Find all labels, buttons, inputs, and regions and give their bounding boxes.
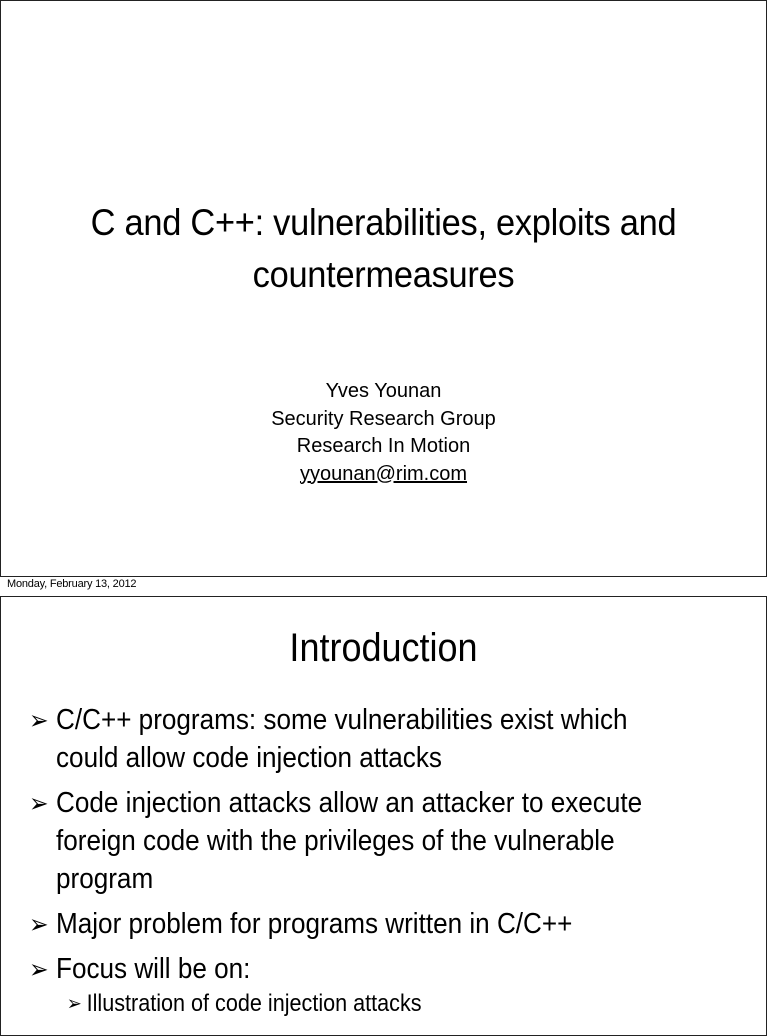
author-company: Research In Motion (296, 435, 471, 457)
arrow-bullet-icon: ➢ (29, 954, 49, 984)
arrow-bullet-icon: ➢ (29, 705, 49, 735)
presentation-title-line-2: countermeasures (252, 254, 515, 295)
bullet-item (29, 950, 767, 1020)
bullet-text-line: foreign code with the privileges of the vulnerable (56, 825, 615, 857)
slide-date-label: Monday, February 13, 2012 (7, 578, 137, 590)
bullet-text-line: Focus will be on: (56, 953, 251, 985)
author-name: Yves Younan (325, 380, 442, 402)
bullet-list (29, 701, 759, 1027)
arrow-bullet-icon: ➢ (29, 788, 49, 818)
bullet-text-line: C/C++ programs: some vulnerabilities exist which (56, 704, 628, 736)
bullet-text-line: Major problem for programs written in C/C++ (56, 908, 573, 940)
bullet-text-line: program (56, 863, 154, 895)
bullet-item (29, 701, 767, 777)
sub-bullet-item (67, 988, 767, 1020)
author-email-link[interactable]: yyounan@rim.com (299, 462, 468, 485)
bullet-text-line: could allow code injection attacks (56, 742, 442, 774)
arrow-bullet-icon: ➢ (66, 993, 82, 1015)
introduction-slide (0, 596, 767, 1036)
sub-bullet-list (56, 988, 767, 1020)
bullet-text-line: Code injection attacks allow an attacker to execute (56, 787, 643, 819)
sub-bullet-text: Illustration of code injection attacks (86, 990, 422, 1017)
presentation-title-line-1: C and C++: vulnerabilities, exploits and (90, 202, 677, 243)
arrow-bullet-icon: ➢ (29, 909, 49, 939)
author-block (1, 378, 766, 488)
slide-title: Introduction (289, 626, 478, 670)
bullet-item (29, 905, 767, 943)
author-group: Security Research Group (271, 407, 496, 430)
presentation-title (28, 197, 739, 301)
bullet-item (29, 784, 767, 898)
